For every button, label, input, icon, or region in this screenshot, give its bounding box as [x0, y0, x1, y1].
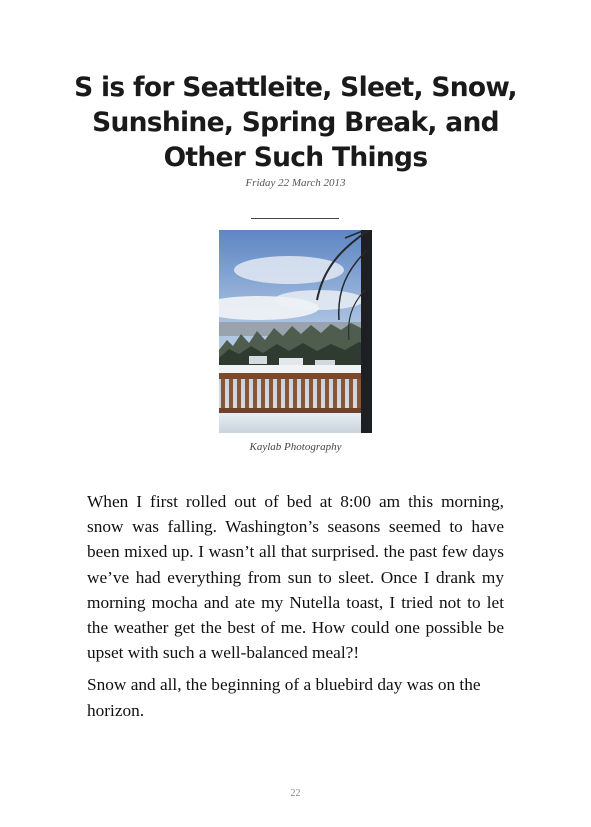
article-date: Friday 22 March 2013: [245, 177, 346, 189]
article-title: [60, 70, 531, 175]
article-title-line: Sunshine, Spring Break, and: [92, 107, 499, 138]
page-number: 22: [290, 788, 301, 799]
article-title-line: S is for Seattleite, Sleet, Snow,: [74, 72, 517, 103]
body-paragraph: When I first rolled out of bed at 8:00 am this morning, snow was falling. Washington’s seasons seemed to have been mixed up. I wasn’t all that surprised. the past few days we’ve had everything from sun to sleet. Once I drank my morning mocha and ate my Nutella toast, I tried not to let the weather get the best of me. How could one possible be upset with such a well-balanced meal?!: [87, 492, 504, 663]
photo-caption: Kaylab Photography: [249, 441, 342, 453]
title-divider: [251, 218, 339, 219]
article-body: [87, 489, 504, 730]
article-title-line: Other Such Things: [163, 142, 428, 173]
body-paragraph: Snow and all, the beginning of a bluebird day was on the horizon.: [87, 675, 481, 720]
snowy-deck-photo: [219, 230, 372, 433]
